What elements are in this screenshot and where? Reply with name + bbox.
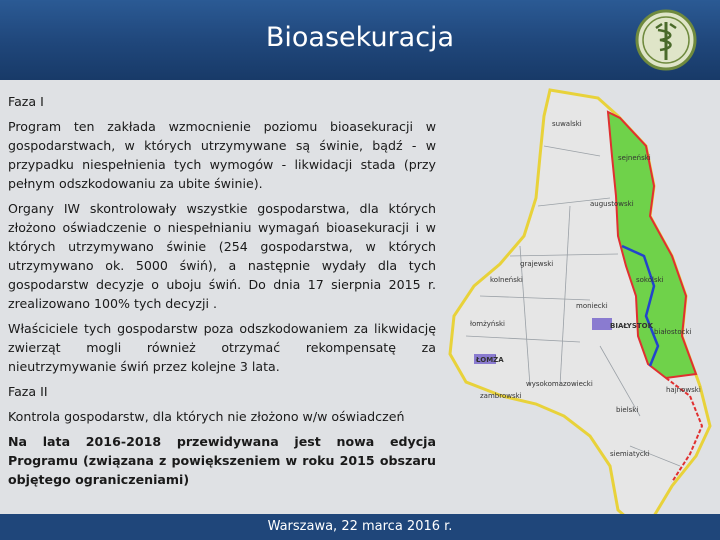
map-label: sejneński (618, 154, 651, 162)
map-label: wysokomazowiecki (526, 380, 593, 388)
paragraph-new-edition: Na lata 2016-2018 przewidywana jest nowa edycja Programu (związana z powiększeniem w roku 2015 obszaru objętego ograniczeniami) (8, 434, 436, 487)
map-label: hajnowski (666, 386, 701, 394)
phase-two-heading: Faza II (8, 384, 48, 399)
map-label: ŁOMŻA (476, 356, 504, 364)
bialystok-city (592, 318, 612, 330)
podlaskie-map (440, 86, 716, 530)
footer-bar (0, 514, 720, 540)
map-label: suwalski (552, 120, 582, 128)
footer-date: Warszawa, 22 marca 2016 r. (267, 519, 453, 534)
map-label: zambrowski (480, 392, 522, 400)
paragraph-phase-two-control: Kontrola gospodarstw, dla których nie złożono w/w oświadczeń (8, 409, 405, 424)
map-label: augustowski (590, 200, 634, 208)
veterinary-emblem-logo (634, 8, 698, 72)
title-bar (0, 0, 720, 80)
map-label: siemiatycki (610, 450, 650, 458)
map-label: łomżyński (470, 320, 505, 328)
map-label: moniecki (576, 302, 608, 310)
map-label: BIAŁYSTOK (610, 322, 654, 330)
phase-one-heading: Faza I (8, 94, 44, 109)
slide-title: Bioasekuracja (265, 22, 455, 53)
map-label: kolneński (490, 276, 523, 284)
map-label: białostocki (654, 328, 692, 336)
paragraph-program: Program ten zakłada wzmocnienie poziomu bioasekuracji w gospodarstwach, w których utrzymywane są świnie, bądź - w przypadku niespełnienia tych wymogów - likwidacji stada (przy pełnym odszkodowaniu za ubite świnie). (8, 119, 436, 191)
map-label: grajewski (520, 260, 554, 268)
paragraph-control: Organy IW skontrolowały wszystkie gospodarstwa, dla których złożono oświadczenie o niespełnianiu wymagań bioasekuracji i w których utrzymywano świnie (254 gospodarstwa, w których utrzymywano ok. 5000 świń), a następnie wydały dla tych gospodarstw decyzje o uboju świń. Do dnia 17 sierpnia 2015 r. zrealizowano 100% tych decyzji . (8, 201, 436, 311)
map-label: sokólski (636, 276, 664, 284)
map-label: bielski (616, 406, 639, 414)
paragraph-compensation: Właściciele tych gospodarstw poza odszkodowaniem za likwidację zwierząt mogli również otrzymać rekompensatę za nieutrzymywanie świń przez kolejne 3 lata. (8, 321, 436, 374)
slide-body (8, 92, 436, 495)
